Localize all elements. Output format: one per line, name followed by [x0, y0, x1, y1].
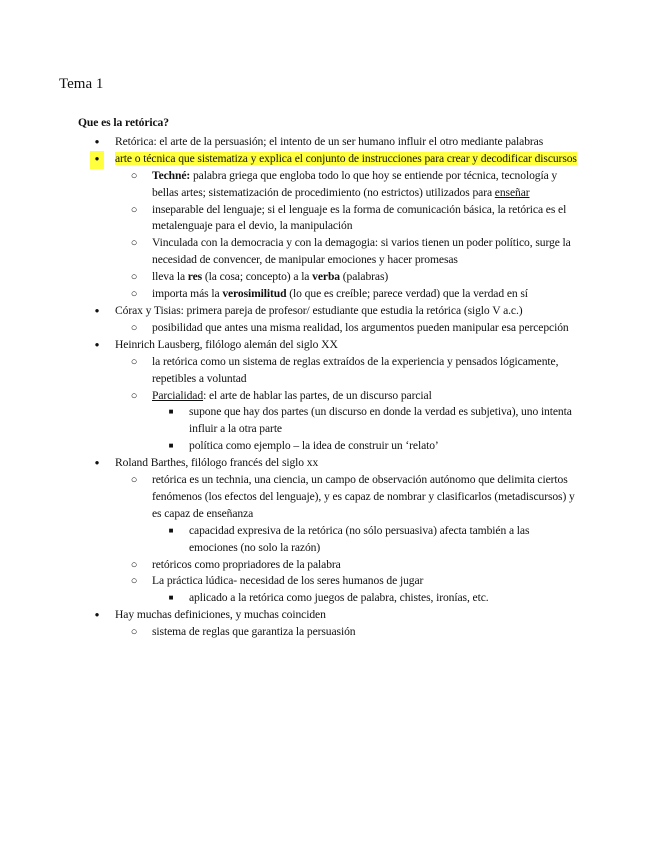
bullet-icon	[90, 337, 104, 355]
circle-bullet-icon	[127, 354, 141, 371]
bold-term: verba	[312, 270, 340, 284]
underlined-term: enseñar	[494, 185, 530, 199]
sub-list-item	[115, 557, 578, 574]
list-item-text: (la cosa; concepto) a la	[202, 270, 313, 284]
list-item-text: sistema de reglas que garantiza la persuasión	[152, 625, 356, 639]
list-item	[78, 455, 578, 607]
underlined-term: Parcialidad	[152, 388, 204, 402]
sub-list	[115, 624, 578, 641]
list-item-text: Vinculada con la democracia y con la demagogia: si varios tienen un poder político, surge la necesidad de convencer, de manipular emociones y hacer promesas	[152, 236, 571, 267]
document-body	[78, 115, 578, 641]
bold-term: res	[187, 270, 203, 284]
sub-list-item	[115, 168, 578, 202]
sub-sub-list	[152, 590, 578, 607]
list-item	[78, 607, 578, 641]
list-item-text: (lo que es creíble; parece verdad) que la verdad en sí	[286, 287, 528, 301]
sub-list-item	[115, 573, 578, 607]
sub-list-item	[115, 624, 578, 641]
sub-list-item	[115, 354, 578, 388]
bullet-icon	[90, 151, 104, 169]
bold-term: Techné:	[152, 168, 191, 182]
sub-sub-list	[152, 404, 578, 455]
square-bullet-icon	[164, 438, 178, 456]
square-bullet-icon	[164, 404, 178, 422]
list-item-text: importa más la	[152, 287, 223, 301]
list-item	[78, 134, 578, 151]
sub-list	[115, 354, 578, 455]
sub-sub-list-item	[152, 590, 578, 607]
sub-sub-list-item	[152, 523, 578, 557]
list-item-text: : el arte de hablar las partes, de un discurso parcial	[203, 388, 432, 402]
list-item	[78, 151, 578, 303]
sub-list-item	[115, 202, 578, 236]
circle-bullet-icon	[127, 557, 141, 574]
list-item-text: aplicado a la retórica como juegos de palabra, chistes, ironías, etc.	[189, 591, 489, 605]
list-item-text: Heinrich Lausberg, filólogo alemán del siglo XX	[115, 337, 338, 351]
list-item-text: política como ejemplo – la idea de construir un ‘relato’	[189, 439, 439, 453]
sub-sub-list-item	[152, 438, 578, 455]
sub-list	[115, 472, 578, 607]
circle-bullet-icon	[127, 202, 141, 219]
circle-bullet-icon	[127, 235, 141, 252]
list-item-text: inseparable del lenguaje; si el lenguaje es la forma de comunicación básica, la retórica es el metalenguaje para el devio, la manipulación	[152, 202, 567, 233]
bullet-icon	[90, 607, 104, 625]
list-item-text: posibilidad que antes una misma realidad, los argumentos pueden manipular esa percepción	[152, 320, 569, 334]
circle-bullet-icon	[127, 388, 141, 405]
circle-bullet-icon	[127, 168, 141, 185]
sub-list	[115, 168, 578, 303]
circle-bullet-icon	[127, 286, 141, 303]
bullet-icon	[90, 455, 104, 473]
sub-list-item	[115, 320, 578, 337]
circle-bullet-icon	[127, 320, 141, 337]
list-item-text: retóricos como propriadores de la palabra	[152, 557, 341, 571]
sub-list	[115, 320, 578, 337]
bullet-list	[78, 134, 578, 641]
circle-bullet-icon	[127, 269, 141, 286]
list-item-text: Roland Barthes, filólogo francés del siglo xx	[115, 456, 319, 470]
sub-list-item	[115, 235, 578, 269]
circle-bullet-icon	[127, 573, 141, 590]
highlighted-text: arte o técnica que sistematiza y explica el conjunto de instrucciones para crear y decodificar discursos	[115, 151, 577, 165]
list-item-text: capacidad expresiva de la retórica (no sólo persuasiva) afecta también a las emociones (no solo la razón)	[189, 523, 530, 554]
list-item	[78, 337, 578, 455]
list-item	[78, 303, 578, 337]
square-bullet-icon	[164, 523, 178, 541]
sub-sub-list-item	[152, 404, 578, 438]
list-item-text: Retórica: el arte de la persuasión; el intento de un ser humano influir el otro mediante palabras	[115, 134, 544, 148]
sub-sub-list	[152, 523, 578, 557]
circle-bullet-icon	[127, 624, 141, 641]
document-title: Tema 1	[59, 76, 104, 92]
circle-bullet-icon	[127, 472, 141, 489]
sub-list-item	[115, 286, 578, 303]
square-bullet-icon	[164, 590, 178, 608]
bold-term: verosimilitud	[222, 287, 287, 301]
bullet-icon	[90, 134, 104, 152]
sub-list-item	[115, 388, 578, 456]
bullet-icon	[90, 303, 104, 321]
list-item-text: lleva la	[152, 270, 188, 284]
list-item-text: palabra griega que engloba todo lo que hoy se entiende por técnica, tecnología y bellas artes; sistematización de procedimiento (no estrictos) utilizados para	[152, 168, 558, 199]
list-item-text: Córax y Tisias: primera pareja de profesor/ estudiante que estudia la retórica (siglo V a.c.)	[115, 303, 523, 317]
sub-list-item	[115, 472, 578, 557]
list-item-text: Hay muchas definiciones, y muchas coinciden	[115, 608, 326, 622]
list-item-text: (palabras)	[340, 270, 389, 284]
list-item-text: La práctica lúdica- necesidad de los seres humanos de jugar	[152, 574, 424, 588]
list-item-text: supone que hay dos partes (un discurso en donde la verdad es subjetiva), uno intenta influir a la otra parte	[189, 405, 572, 436]
section-heading: Que es la retórica?	[78, 116, 169, 129]
sub-list-item	[115, 269, 578, 286]
list-item-text: la retórica como un sistema de reglas extraídos de la experiencia y pensados lógicamente, repetibles a voluntad	[152, 354, 559, 385]
list-item-text: retórica es un technia, una ciencia, un campo de observación autónomo que delimita ciertos fenómenos (los efectos del lenguaje), y es capaz de nombrar y clasificarlos (metadiscursos) y es capaz de enseñanza	[152, 473, 575, 520]
